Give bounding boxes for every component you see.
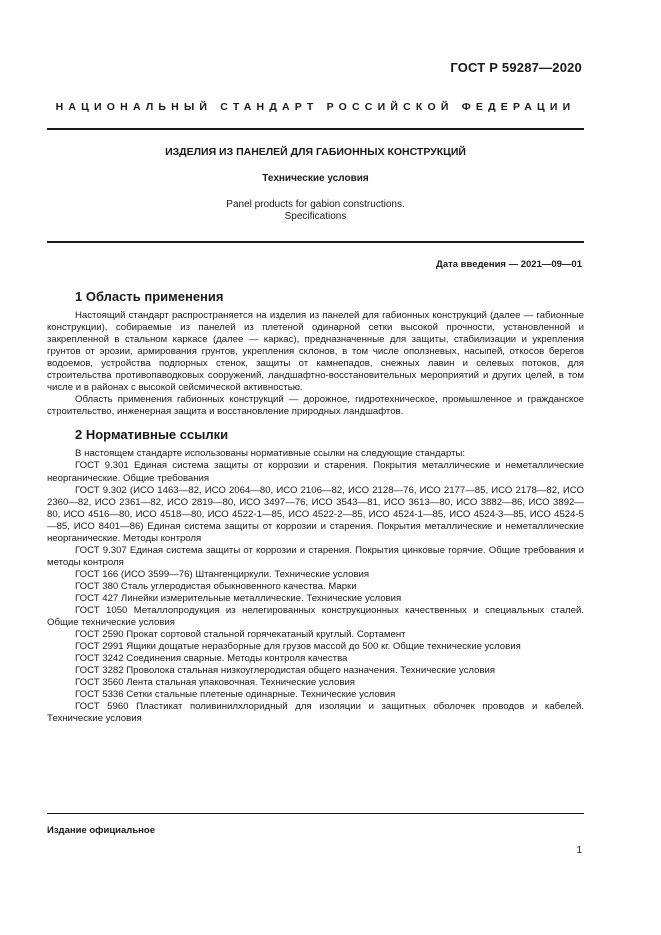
reference-item: ГОСТ 9.302 (ИСО 1463—82, ИСО 2064—80, ИСО 2106—82, ИСО 2128—76, ИСО 2177—85, ИСО 2178—82, ИСО 2360—82, ИСО 2361—82, ИСО 2819—80, ИСО 3497—76, ИСО 3543—81, ИСО 3613—80, ИСО 3882—86, ИСО 3892—80, ИСО 4516—80, ИСО 4518—80, ИСО 4522-1—85, ИСО 4522-2—85, ИСО 4524-1—85, ИСО 4524-3—85, ИСО 4524-5—85, ИСО 8401—86) Единая система защиты от коррозии и старения. Покрытия металлические и неметаллические неорганические. Методы контроля [47,484,584,544]
national-standard-heading: НАЦИОНАЛЬНЫЙ СТАНДАРТ РОССИЙСКОЙ ФЕДЕРАЦИИ [55,101,576,113]
reference-item: ГОСТ 9.301 Единая система защиты от коррозии и старения. Покрытия металлические и неметаллические неорганические. Общие требования [47,460,584,484]
divider-top [47,128,584,130]
reference-item: ГОСТ 3242 Соединения сварные. Методы контроля качества [75,653,348,665]
reference-item: ГОСТ 427 Линейки измерительные металлические. Технические условия [75,592,402,604]
english-title-line1: Panel products for gabion constructions. [226,199,405,210]
section-heading-scope: 1 Область применения [75,289,224,304]
reference-item: ГОСТ 5336 Сетки стальные плетеные одинарные. Технические условия [75,689,396,701]
reference-item: ГОСТ 5960 Пластикат поливинилхлоридный для изоляции и защитных оболочек проводов и кабелей. Технические условия [47,701,584,725]
reference-item: ГОСТ 2991 Ящики дощатые неразборные для грузов массой до 500 кг. Общие технические условия [75,641,521,653]
section-scope [47,289,584,418]
reference-item: ГОСТ 3282 Проволока стальная низкоуглеродистая общего назначения. Технические условия [75,665,496,677]
english-title [47,199,584,223]
section-normative-references [47,427,584,725]
divider-footer [47,813,584,814]
reference-item: ГОСТ 380 Сталь углеродистая обыкновенного качества. Марки [75,580,357,592]
standard-title: ИЗДЕЛИЯ ИЗ ПАНЕЛЕЙ ДЛЯ ГАБИОННЫХ КОНСТРУКЦИЙ [165,146,466,158]
paragraph: Область применения габионных конструкций — дорожное, гидротехническое, промышленное и гражданское строительство, инженерная защита и восстановление природных ландшафтов. [47,394,584,418]
introduction-date: Дата введения — 2021—09—01 [436,259,582,270]
reference-item: ГОСТ 2590 Прокат сортовой стальной горячекатаный круглый. Сортамент [75,629,406,641]
paragraph: В настоящем стандарте использованы нормативные ссылки на следующие стандарты: [75,448,466,460]
document-number: ГОСТ Р 59287—2020 [450,60,582,75]
paragraph: Настоящий стандарт распространяется на изделия из панелей для габионных конструкций (далее — габионные конструкции), собираемые из панелей из плетеной одинарной сетки высокой прочности, установленной и закрепленной в стальном каркасе (далее — каркас), предназначенные для защиты, стабилизации и укрепления грунтов от эрозии, армирования грунтов, укрепления склонов, в том числе оползневых, насыпей, откосов берегов водоемов, устройства подпорных стенок, защиты от камнепадов, снежных лавин и селевых потоков, для строительства противопаводковых сооружений, ландшафтно-восстановительных мероприятий и других целей, в том числе и в районах с высокой сейсмической активностью. [47,310,584,394]
document-body [47,289,584,726]
section-heading-references: 2 Нормативные ссылки [75,427,229,443]
reference-item: ГОСТ 166 (ИСО 3599—76) Штангенциркули. Технические условия [75,568,370,580]
english-title-line2: Specifications [284,211,347,222]
reference-item: ГОСТ 9.307 Единая система защиты от коррозии и старения. Покрытия цинковые горячие. Общие требования и методы контроля [47,544,584,568]
reference-item: ГОСТ 1050 Металлопродукция из нелегированных конструкционных качественных и специальных сталей. Общие технические условия [47,605,584,629]
standard-subtitle: Технические условия [262,173,369,184]
divider-title [47,241,584,243]
page-number: 1 [576,845,582,856]
official-edition-note: Издание официальное [47,825,155,836]
reference-item: ГОСТ 3560 Лента стальная упаковочная. Технические условия [75,677,355,689]
